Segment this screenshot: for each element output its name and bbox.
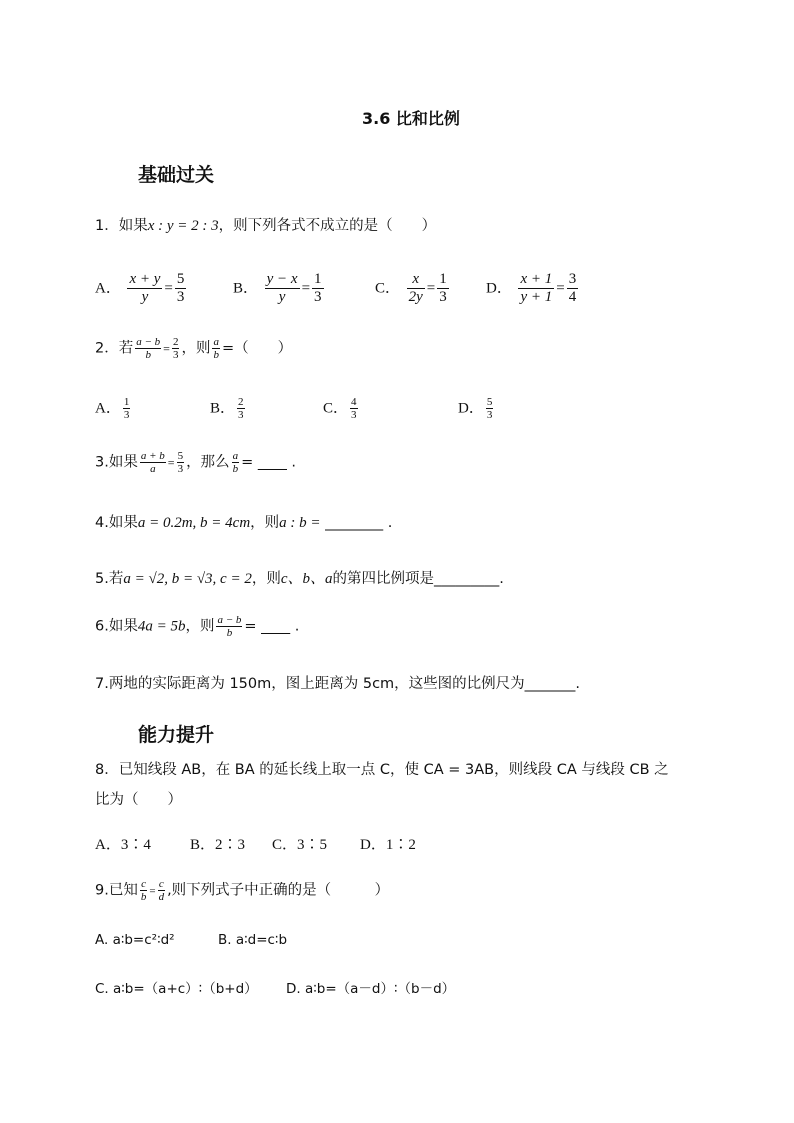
section-heading-advanced: 能力提升 — [138, 724, 215, 746]
fraction: $\frac{3}{4}$ — [568, 271, 577, 305]
q8-option-b[interactable]: B．2∶3 — [190, 837, 246, 853]
fraction: $\frac{5}{3}$ — [176, 271, 185, 305]
fraction: $\frac{5}{3}$ — [177, 450, 184, 475]
q1-option-a[interactable]: A． $\frac{x + y}{y}$ = $\frac{5}{3}$ — [95, 271, 185, 305]
q8-option-c[interactable]: C．3∶5 — [272, 837, 328, 853]
fraction: $\frac{a}{b}$ — [232, 450, 239, 475]
fraction: $\frac{c}{b}$ — [140, 878, 147, 903]
question-3: 3.如果 $\frac{a + b}{a}$ = $\frac{5}{3}$ ，那么 $\frac{a}{b}$ = ____ . — [95, 450, 297, 475]
fraction: $\frac{a}{b}$ — [213, 336, 219, 361]
fraction: $\frac{2}{3}$ — [172, 336, 179, 361]
q2-option-b[interactable]: B． $\frac{2}{3}$ — [210, 396, 244, 421]
fraction: $\frac{x + y}{y}$ — [129, 271, 161, 305]
section-heading-basic: 基础过关 — [138, 164, 215, 186]
question-4: 4.如果a = 0.2m, b = 4cm，则a : b = ________ . — [95, 515, 393, 531]
fraction: $\frac{4}{3}$ — [351, 396, 357, 421]
fraction: $\frac{a - b}{b}$ — [136, 336, 161, 361]
fraction: $\frac{5}{3}$ — [486, 396, 493, 421]
q1-option-c[interactable]: C． $\frac{x}{2y}$ = $\frac{1}{3}$ — [375, 271, 447, 305]
fraction: $\frac{1}{3}$ — [314, 271, 322, 305]
q8-option-a[interactable]: A．3∶4 — [95, 837, 151, 853]
question-6: 6.如果4a = 5b，则 $\frac{a - b}{b}$ = ____ . — [95, 614, 300, 639]
q1-option-b[interactable]: B． $\frac{y - x}{y}$ = $\frac{1}{3}$ — [233, 271, 322, 305]
question-8-line-1: 8．已知线段 AB，在 BA 的延长线上取一点 C，使 CA = 3AB，则线段 CA 与线段 CB 之 — [95, 762, 669, 778]
page-title: 3.6 比和比例 — [362, 109, 460, 128]
question-7: 7.两地的实际距离为 150m，图上距离为 5cm，这些图的比例尺为_______. — [95, 676, 581, 692]
q8-option-d[interactable]: D．1∶2 — [360, 837, 416, 853]
fraction: $\frac{c}{d}$ — [158, 878, 165, 903]
fraction: $\frac{1}{3}$ — [439, 271, 447, 305]
fraction: $\frac{2}{3}$ — [238, 396, 244, 421]
q1-condition: x : y = 2 : 3 — [147, 218, 219, 234]
fraction: $\frac{a - b}{b}$ — [217, 614, 242, 639]
q9-option-b[interactable]: B. a∶d=c∶b — [218, 932, 288, 948]
q1-option-d[interactable]: D． $\frac{x + 1}{y + 1}$ = $\frac{3}{4}$ — [486, 271, 577, 305]
question-2: 2．若 $\frac{a - b}{b}$ = $\frac{2}{3}$ ，则 $\frac{a}{b}$ =（ ） — [95, 336, 293, 361]
fraction: $\frac{x + 1}{y + 1}$ — [520, 271, 553, 305]
question-8-line-2: 比为（ ） — [95, 792, 182, 808]
q9-option-c[interactable]: C. a∶b=（a+c）∶（b+d） — [95, 981, 258, 997]
q2-option-a[interactable]: A． $\frac{1}{3}$ — [95, 396, 130, 421]
q9-option-d[interactable]: D. a∶b=（a－d）∶（b－d） — [286, 981, 456, 997]
q2-option-c[interactable]: C． $\frac{4}{3}$ — [323, 396, 357, 421]
q9-option-a[interactable]: A. a∶b=c²∶d² — [95, 932, 175, 948]
question-9: 9.已知 $\frac{c}{b}$ = $\frac{c}{d}$ ,则下列式子中正确的是（ ） — [95, 878, 390, 903]
fraction: $\frac{x}{2y}$ — [408, 271, 423, 305]
fraction: $\frac{a + b}{a}$ — [140, 450, 165, 475]
question-1: 1．如果x : y = 2 : 3，则下列各式不成立的是（ ） — [95, 218, 437, 234]
fraction: $\frac{y - x}{y}$ — [266, 271, 298, 305]
fraction: $\frac{1}{3}$ — [123, 396, 130, 421]
question-5: 5.若a = √2, b = √3, c = 2，则c、b、a的第四比例项是_________. — [95, 571, 504, 587]
q2-option-d[interactable]: D． $\frac{5}{3}$ — [458, 396, 493, 421]
